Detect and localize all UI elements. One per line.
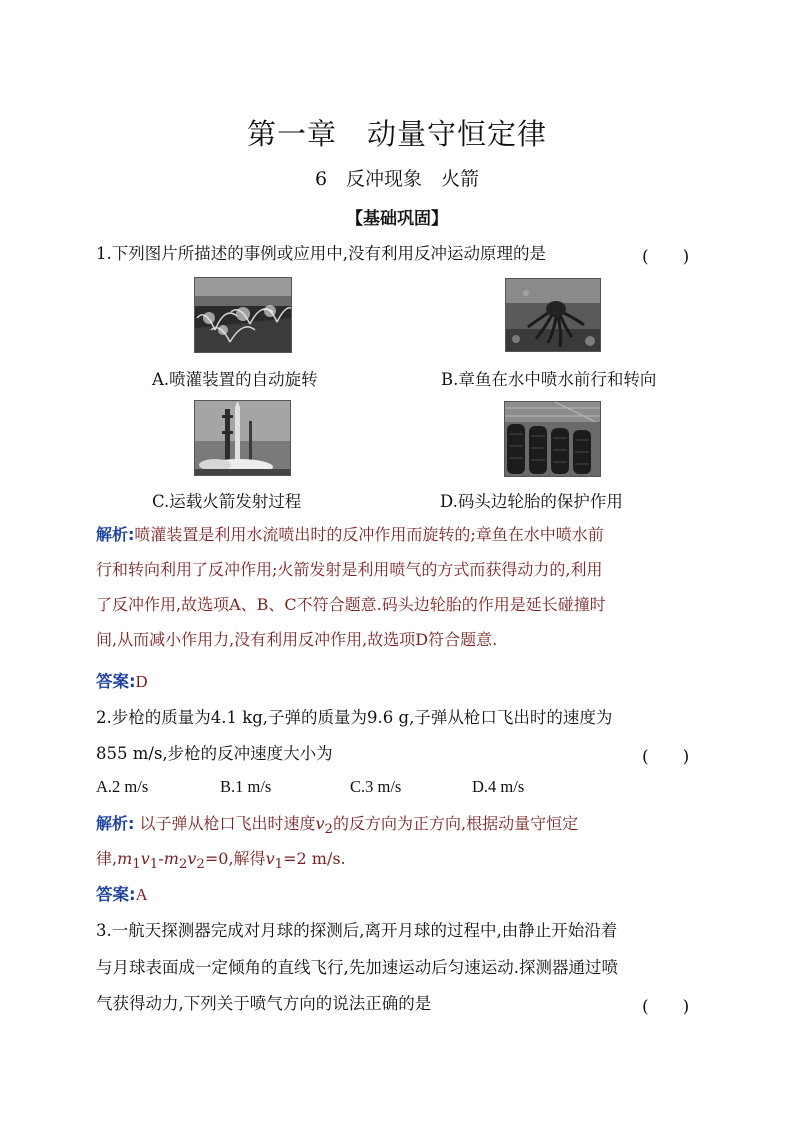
question-1-answer-paren: ( )	[642, 247, 690, 267]
analysis-text: =0,解得	[204, 849, 266, 868]
analysis-text: 以子弹从枪口飞出时速度	[134, 814, 316, 833]
lesson-title: 6 反冲现象 火箭	[314, 168, 480, 190]
question-3-stem: 气获得动力,下列关于喷气方向的说法正确的是	[96, 994, 432, 1013]
variable-v: v	[140, 849, 150, 868]
octopus-photo-icon	[505, 278, 601, 352]
subscript: 2	[178, 857, 188, 873]
analysis-text: =2 m/s.	[283, 849, 346, 868]
question-1-answer	[96, 670, 699, 694]
option-a-caption: A.喷灌装置的自动旋转	[152, 370, 318, 389]
question-2-answer-paren: ( )	[642, 747, 690, 767]
variable-v: v	[315, 814, 325, 833]
question-3-answer-paren: ( )	[642, 997, 690, 1017]
question-1-analysis-line: 了反冲作用,故选项A、B、C不符合题意.码头边轮胎的作用是延长碰撞时	[96, 595, 606, 614]
subscript: 2	[324, 822, 334, 838]
question-2-stem: 855 m/s,步枪的反冲速度大小为	[96, 744, 333, 763]
variable-v: v	[265, 849, 275, 868]
subscript: 1	[274, 857, 284, 873]
option-c: C.3 m/s	[350, 777, 402, 796]
question-1-stem: 1.下列图片所描述的事例或应用中,没有利用反冲运动原理的是	[96, 244, 546, 263]
analysis-label: 解析:	[96, 525, 135, 544]
minus-sign: -	[158, 849, 164, 868]
variable-v: v	[187, 849, 197, 868]
question-2-answer	[96, 883, 699, 907]
analysis-text: 律,	[96, 849, 118, 868]
option-b: B.1 m/s	[220, 777, 272, 796]
chapter-title: 第一章 动量守恒定律	[246, 117, 547, 151]
question-1-analysis-line: 间,从而减小作用力,没有利用反冲作用,故选项D符合题意.	[96, 630, 498, 649]
question-3-stem: 与月球表面成一定倾角的直线飞行,先加速运动后匀速运动.探测器通过喷	[96, 958, 618, 977]
variable-m: m	[163, 849, 179, 868]
answer-label: 答案:	[96, 885, 136, 904]
analysis-text: 喷灌装置是利用水流喷出时的反冲作用而旋转的;章鱼在水中喷水前	[134, 525, 604, 544]
subscript: 1	[132, 857, 141, 873]
answer-value: A	[135, 885, 148, 904]
analysis-text: 的反方向为正方向,根据动量守恒定	[333, 814, 579, 833]
analysis-label: 解析:	[96, 814, 135, 833]
sprinkler-photo-icon	[194, 277, 292, 353]
answer-value: D	[135, 672, 148, 691]
question-1-analysis-line	[96, 523, 699, 547]
section-heading: 【基础巩固】	[346, 209, 448, 229]
subscript: 2	[196, 857, 205, 873]
question-2-stem: 2.步枪的质量为4.1 kg,子弹的质量为9.6 g,子弹从枪口飞出时的速度为	[96, 708, 613, 727]
question-1-analysis-line: 行和转向利用了反冲作用;火箭发射是利用喷气的方式而获得动力的,利用	[96, 560, 603, 579]
rocket-photo-icon	[194, 400, 291, 476]
variable-m: m	[117, 849, 133, 868]
option-c-caption: C.运载火箭发射过程	[152, 492, 302, 511]
question-2-analysis-line	[96, 812, 699, 842]
option-a: A.2 m/s	[96, 777, 149, 796]
subscript: 1	[149, 857, 159, 873]
option-d: D.4 m/s	[472, 777, 525, 796]
question-2-analysis-line	[96, 847, 699, 877]
option-b-caption: B.章鱼在水中喷水前行和转向	[441, 370, 657, 389]
dock-tires-photo-icon	[504, 401, 601, 477]
answer-label: 答案:	[96, 672, 136, 691]
option-d-caption: D.码头边轮胎的保护作用	[440, 492, 623, 511]
question-3-stem: 3.一航天探测器完成对月球的探测后,离开月球的过程中,由静止开始沿着	[96, 921, 618, 940]
